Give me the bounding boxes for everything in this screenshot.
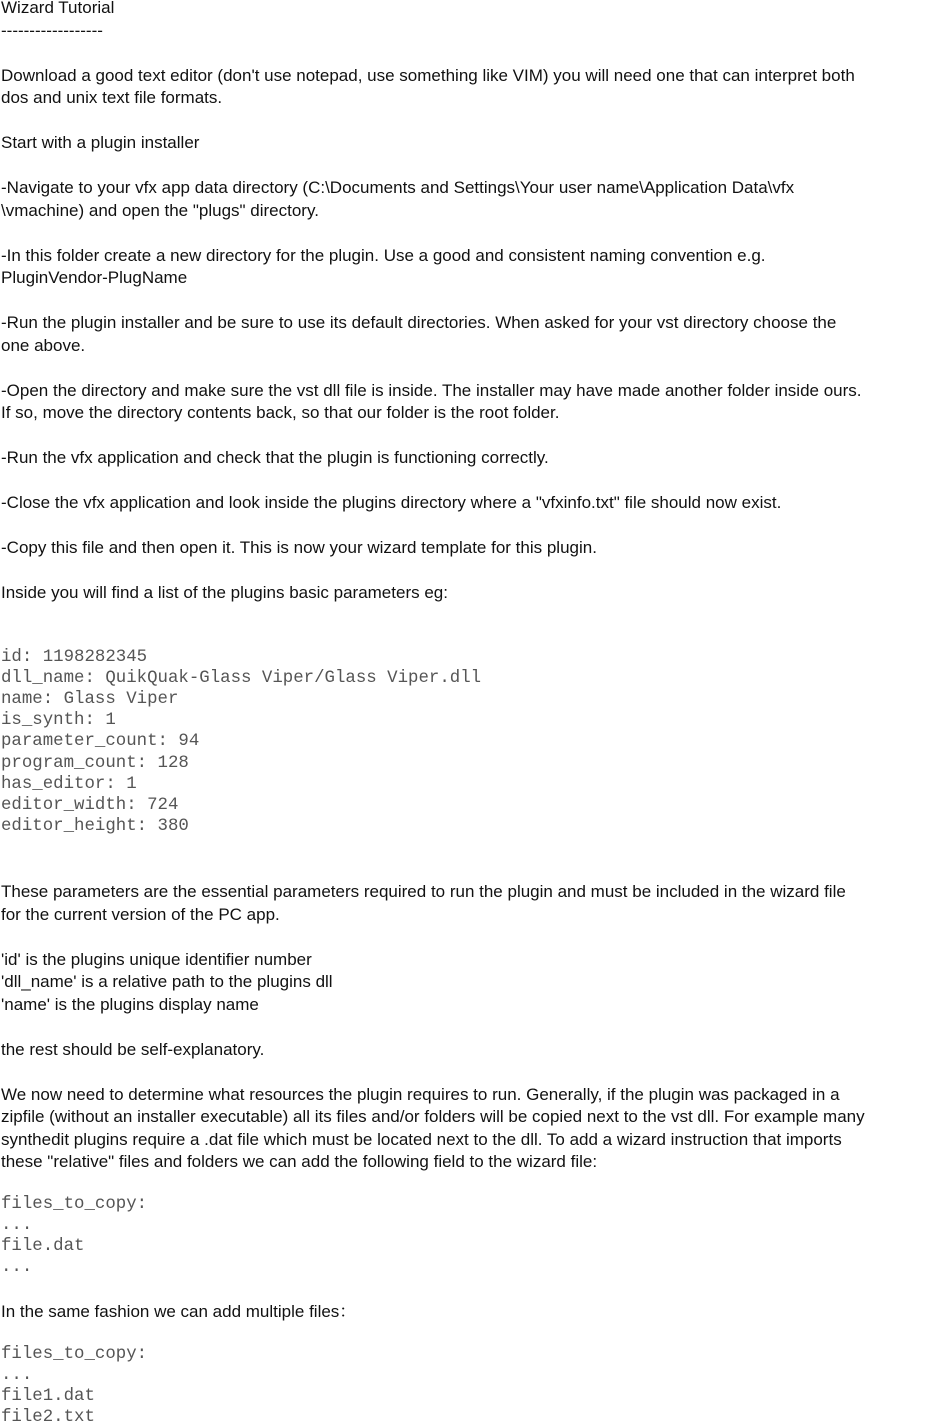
spacer xyxy=(1,837,927,881)
step-navigate-line-2: \vmachine) and open the "plugs" directory. xyxy=(1,200,319,220)
code-line: file2.txt xyxy=(1,1408,95,1428)
spacer xyxy=(1,110,927,133)
paragraph-resources-line-1: We now need to determine what resources the plugin requires to run. Generally, if the plugin was packaged in a xyxy=(1,1084,840,1104)
paragraph-editor-line-2: dos and unix text file formats. xyxy=(1,88,223,107)
code-line: file1.dat xyxy=(1,1387,95,1407)
paragraph-start: Start with a plugin installer xyxy=(1,133,200,152)
code-line: ... xyxy=(1,1216,33,1236)
spacer xyxy=(1,357,927,380)
paragraph-resources-line-3: synthedit plugins require a .dat file which must be located next to the dll. To add a wizard instruction that imports xyxy=(1,1129,842,1149)
step-close-app: -Close the vfx application and look inside the plugins directory where a "vfxinfo.txt" file should now exist. xyxy=(1,493,782,512)
code-line: is_synth: 1 xyxy=(1,711,116,731)
step-open-directory-line-1: -Open the directory and make sure the vst dll file is inside. The installer may have made another folder inside ours. xyxy=(1,380,862,400)
code-line: name: Glass Viper xyxy=(1,689,179,709)
step-create-folder-line-1: -In this folder create a new directory for the plugin. Use a good and consistent naming convention e.g. xyxy=(1,245,766,265)
step-run-installer-line-2: one above. xyxy=(1,335,86,355)
paragraph-rest: the rest should be self-explanatory. xyxy=(1,1039,265,1059)
code-line: ... xyxy=(1,1258,33,1278)
paragraph-multiple-files: In the same fashion we can add multiple files： xyxy=(1,1302,357,1322)
title-underline: ------------------ xyxy=(1,20,103,40)
step-run-installer-line-1: -Run the plugin installer and be sure to use its default directories. When asked for your vst directory choose the xyxy=(1,313,837,332)
spacer xyxy=(1,605,927,647)
spacer xyxy=(1,290,927,313)
definition-name: 'name' is the plugins display name xyxy=(1,994,259,1014)
step-check-plugin: -Run the vfx application and check that the plugin is functioning correctly. xyxy=(1,448,549,467)
spacer xyxy=(1,1016,927,1039)
step-open-directory-line-2: If so, move the directory contents back, so that our folder is the root folder. xyxy=(1,403,560,422)
spacer xyxy=(1,1324,927,1344)
code-line: editor_height: 380 xyxy=(1,817,189,837)
document-body xyxy=(1,0,927,1428)
spacer xyxy=(1,425,927,448)
code-line: files_to_copy: xyxy=(1,1194,148,1214)
spacer xyxy=(1,515,927,538)
definition-id: 'id' is the plugins unique identifier number xyxy=(1,949,312,969)
code-line: file.dat xyxy=(1,1237,85,1257)
step-create-folder-line-2: PluginVendor-PlugName xyxy=(1,268,188,287)
spacer xyxy=(1,926,927,949)
step-navigate-line-1: -Navigate to your vfx app data directory (C:\Documents and Settings\Your user name\Application Data\vfx xyxy=(1,178,795,197)
doc-title: Wizard Tutorial xyxy=(1,0,115,17)
paragraph-editor-line-1: Download a good text editor (don't use notepad, use something like VIM) you will need one that can interpret both xyxy=(1,65,855,85)
code-line: dll_name: QuikQuak-Glass Viper/Glass Viper.dll xyxy=(1,668,482,688)
spacer xyxy=(1,42,927,65)
code-line: parameter_count: 94 xyxy=(1,732,200,752)
spacer xyxy=(1,1174,927,1194)
code-line: ... xyxy=(1,1365,33,1385)
spacer xyxy=(1,155,927,178)
step-copy-file: -Copy this file and then open it. This is now your wizard template for this plugin. xyxy=(1,538,597,557)
paragraph-essential-line-1: These parameters are the essential parameters required to run the plugin and must be included in the wizard file xyxy=(1,882,846,902)
code-line: program_count: 128 xyxy=(1,753,189,773)
paragraph-essential-line-2: for the current version of the PC app. xyxy=(1,904,280,924)
code-line: files_to_copy: xyxy=(1,1344,148,1364)
code-block-files-to-copy xyxy=(1,1194,927,1279)
spacer xyxy=(1,560,927,583)
paragraph-resources-line-2: zipfile (without an installer executable) all its files and/or folders will be copied next to the vst dll. For example many xyxy=(1,1107,865,1127)
code-block-multiple-files xyxy=(1,1344,927,1428)
spacer xyxy=(1,1061,927,1084)
code-line: has_editor: 1 xyxy=(1,774,137,794)
paragraph-resources-line-4: these "relative" files and folders we can add the following field to the wizard file: xyxy=(1,1152,598,1172)
definition-dll-name: 'dll_name' is a relative path to the plugins dll xyxy=(1,972,333,992)
paragraph-inside: Inside you will find a list of the plugins basic parameters eg: xyxy=(1,583,448,602)
code-line: id: 1198282345 xyxy=(1,647,148,667)
code-block-parameters xyxy=(1,647,927,838)
spacer xyxy=(1,1279,927,1302)
code-line: editor_width: 724 xyxy=(1,795,179,815)
spacer xyxy=(1,470,927,493)
spacer xyxy=(1,222,927,245)
